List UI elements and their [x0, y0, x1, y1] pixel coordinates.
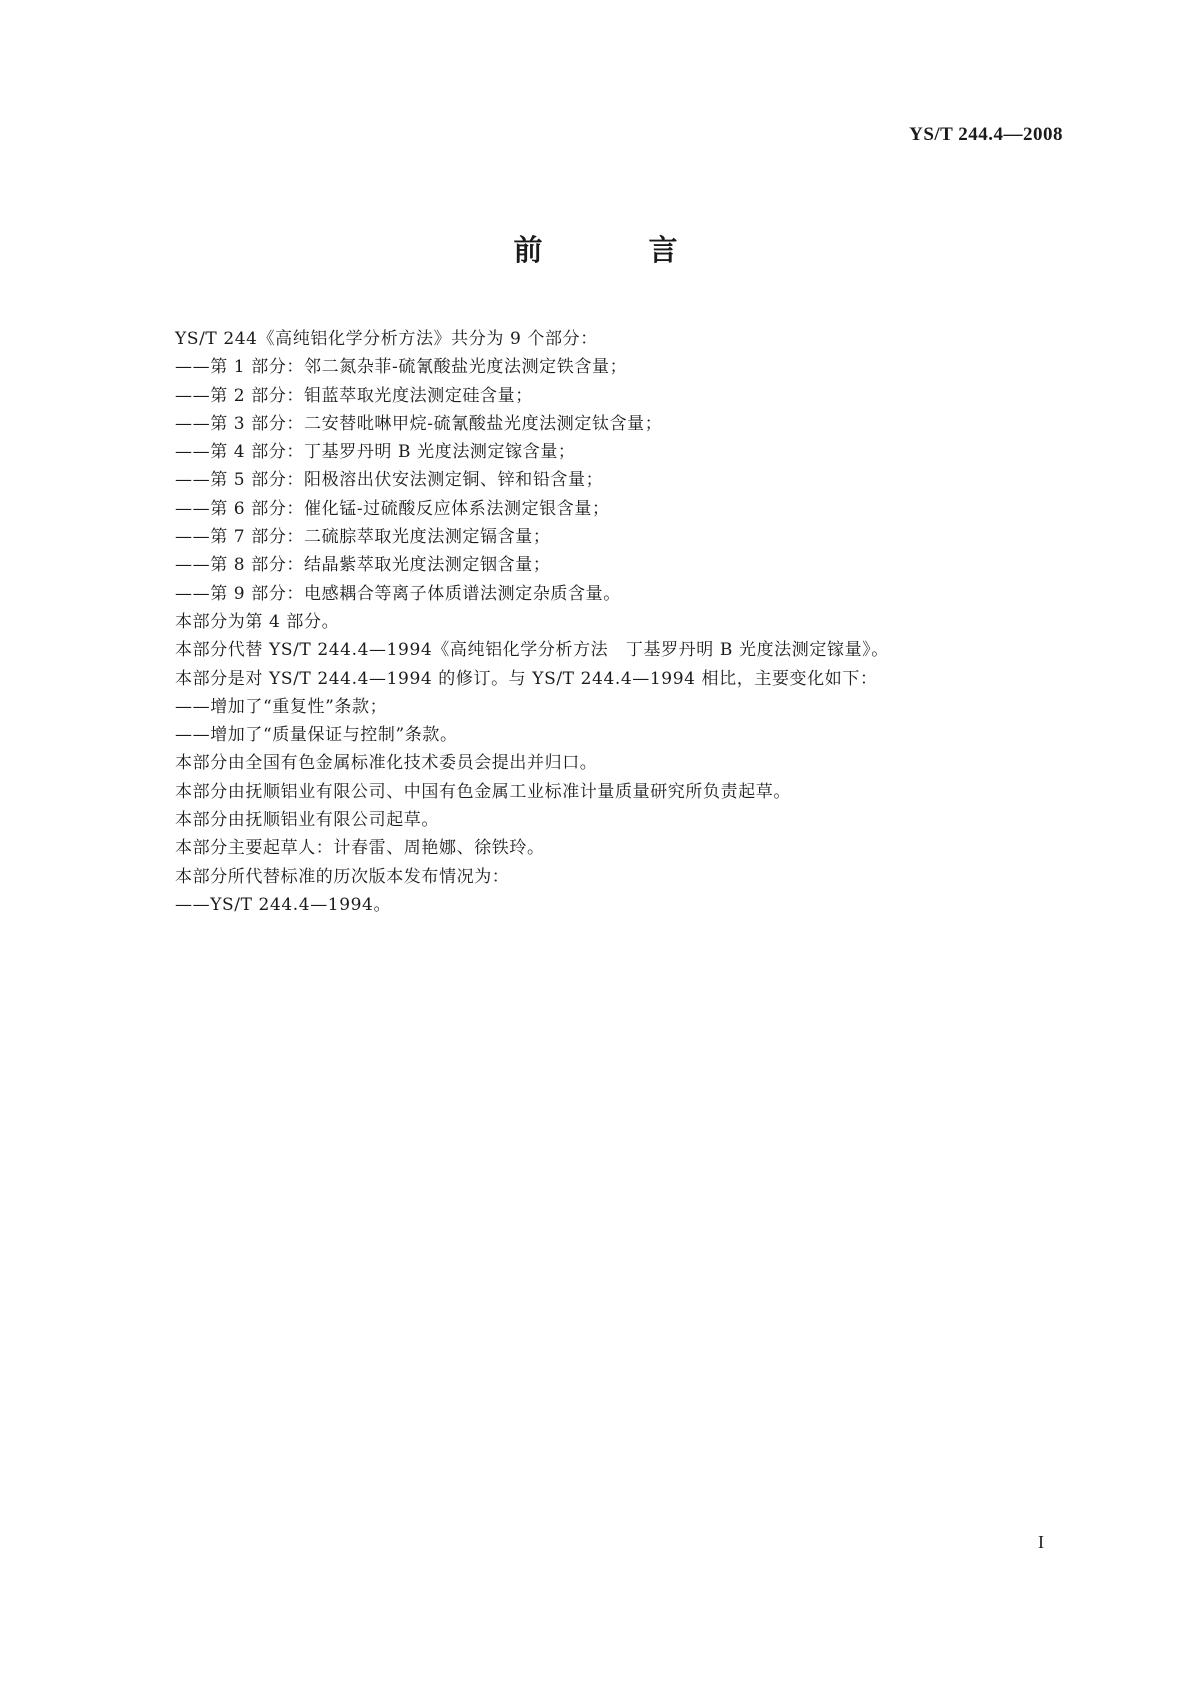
page-number: I: [1038, 1532, 1044, 1552]
standard-number: YS/T 244.4—2008: [909, 124, 1063, 145]
change-list-item: ——增加了“质量保证与控制”条款。: [175, 725, 458, 746]
part-list-item: ——第 7 部分：二硫腙萃取光度法测定镉含量；: [175, 527, 551, 548]
page-title: 前 言: [513, 233, 726, 267]
part-list-item: ——第 1 部分：邻二氮杂菲-硫氰酸盐光度法测定铁含量；: [175, 357, 628, 378]
paragraph-line: 本部分由抚顺铝业有限公司、中国有色金属工业标准计量质量研究所负责起草。: [175, 781, 791, 802]
part-list-item: ——第 4 部分：丁基罗丹明 B 光度法测定镓含量；: [175, 442, 576, 463]
intro-line: YS/T 244《高纯铝化学分析方法》共分为 9 个部分：: [175, 329, 598, 349]
paragraph-line: 本部分为第 4 部分。: [175, 611, 340, 632]
paragraph-line: 本部分由抚顺铝业有限公司起草。: [175, 810, 439, 831]
part-list-item: ——第 3 部分：二安替吡啉甲烷-硫氰酸盐光度法测定钛含量；: [175, 413, 663, 434]
paragraph-line: 本部分代替 YS/T 244.4—1994《高纯铝化学分析方法 丁基罗丹明 B 光度法测定镓量》。: [175, 640, 889, 661]
change-list-item: ——增加了“重复性”条款；: [175, 696, 388, 717]
paragraph-line: 本部分所代替标准的历次版本发布情况为：: [175, 866, 510, 887]
part-list-item: ——第 9 部分：电感耦合等离子体质谱法测定杂质含量。: [175, 583, 621, 604]
version-list-item: ——YS/T 244.4—1994。: [175, 894, 392, 915]
part-list-item: ——第 6 部分：催化锰-过硫酸反应体系法测定银含量；: [175, 498, 610, 519]
paragraph-line: 本部分主要起草人：计春雷、周艳娜、徐铁玲。: [175, 838, 545, 859]
paragraph-line: 本部分是对 YS/T 244.4—1994 的修订。与 YS/T 244.4—1994 相比，主要变化如下：: [175, 668, 878, 689]
part-list-item: ——第 8 部分：结晶紫萃取光度法测定铟含量；: [175, 555, 551, 576]
foreword-body: [175, 325, 1055, 919]
part-list-item: ——第 2 部分：钼蓝萃取光度法测定硅含量；: [175, 385, 533, 406]
part-list-item: ——第 5 部分：阳极溶出伏安法测定铜、锌和铅含量；: [175, 470, 604, 491]
paragraph-line: 本部分由全国有色金属标准化技术委员会提出并归口。: [175, 753, 598, 774]
